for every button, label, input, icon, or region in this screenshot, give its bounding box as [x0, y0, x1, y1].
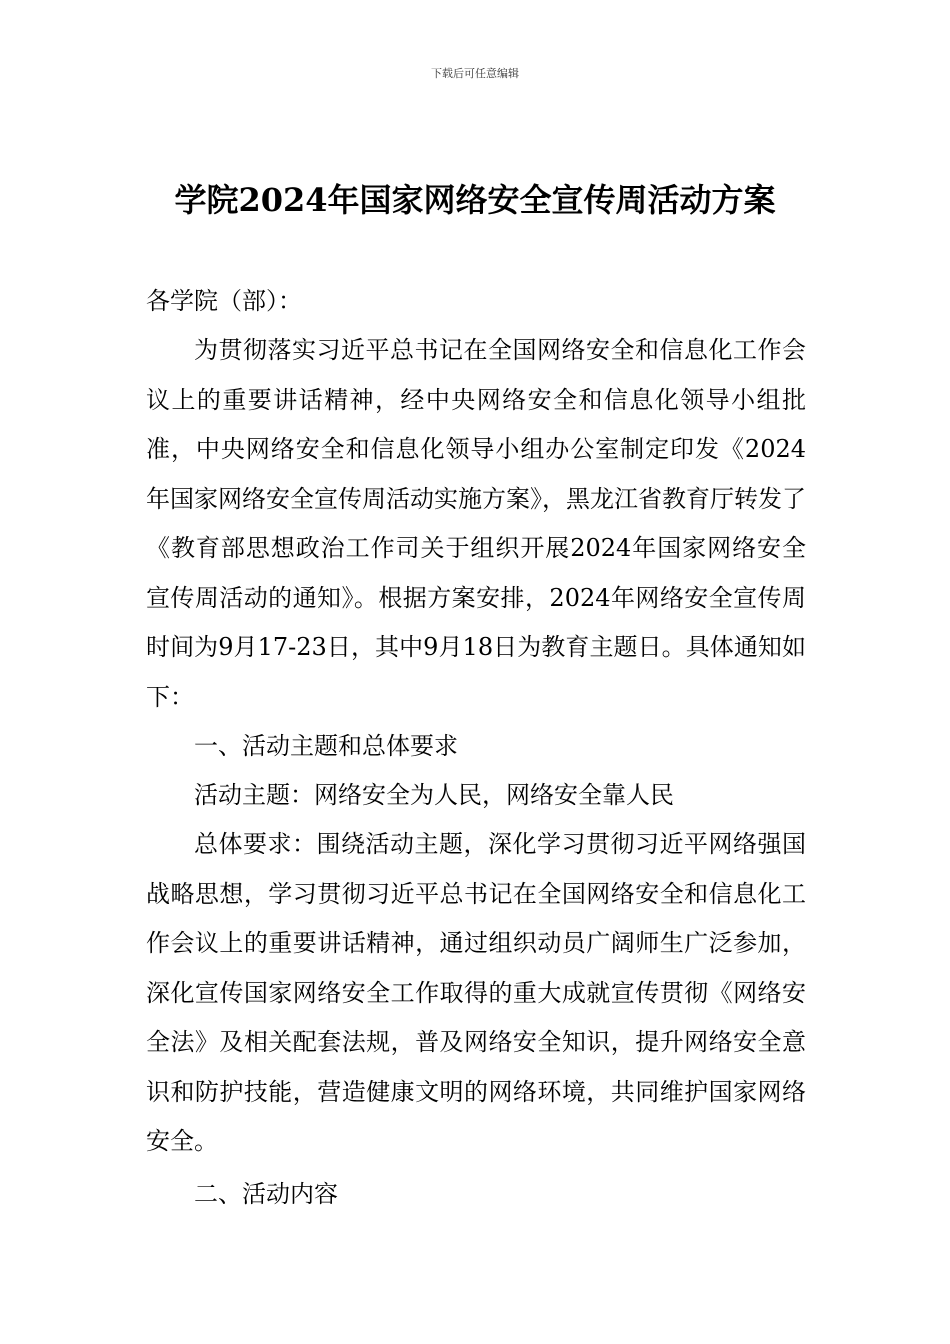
document-title: 学院2024年国家网络安全宣传周活动方案: [174, 181, 776, 219]
header-note: 下载后可任意编辑: [431, 67, 519, 80]
theme-paragraph: 活动主题：网络安全为人民，网络安全靠人民: [194, 781, 674, 809]
section-heading-2: 二、活动内容: [194, 1180, 338, 1208]
requirements-paragraph: 总体要求：围绕活动主题，深化学习贯彻习近平网络强国战略思想，学习贯彻习近平总书记在全国网络安全和信息化工作会议上的重要讲话精神，通过组织动员广阔师生广泛参加，深化宣传国家网络安全工作取得的重大成就宣传贯彻《网络安全法》及相关配套法规，普及网络安全知识，提升网络安全意识和防护技能，营造健康文明的网络环境，共同维护国家网络安全。: [146, 830, 806, 1155]
section-heading-1: 一、活动主题和总体要求: [194, 732, 458, 760]
salutation: 各学院（部）：: [146, 287, 302, 315]
intro-paragraph: 为贯彻落实习近平总书记在全国网络安全和信息化工作会议上的重要讲话精神，经中央网络安全和信息化领导小组批准，中央网络安全和信息化领导小组办公室制定印发《2024年国家网络安全宣传周活动实施方案》，黑龙江省教育厅转发了《教育部思想政治工作司关于组织开展2024年国家网络安全宣传周活动的通知》。根据方案安排，2024年网络安全宣传周时间为9月17-23日，其中9月18日为教育主题日。具体通知如下：: [146, 336, 806, 711]
